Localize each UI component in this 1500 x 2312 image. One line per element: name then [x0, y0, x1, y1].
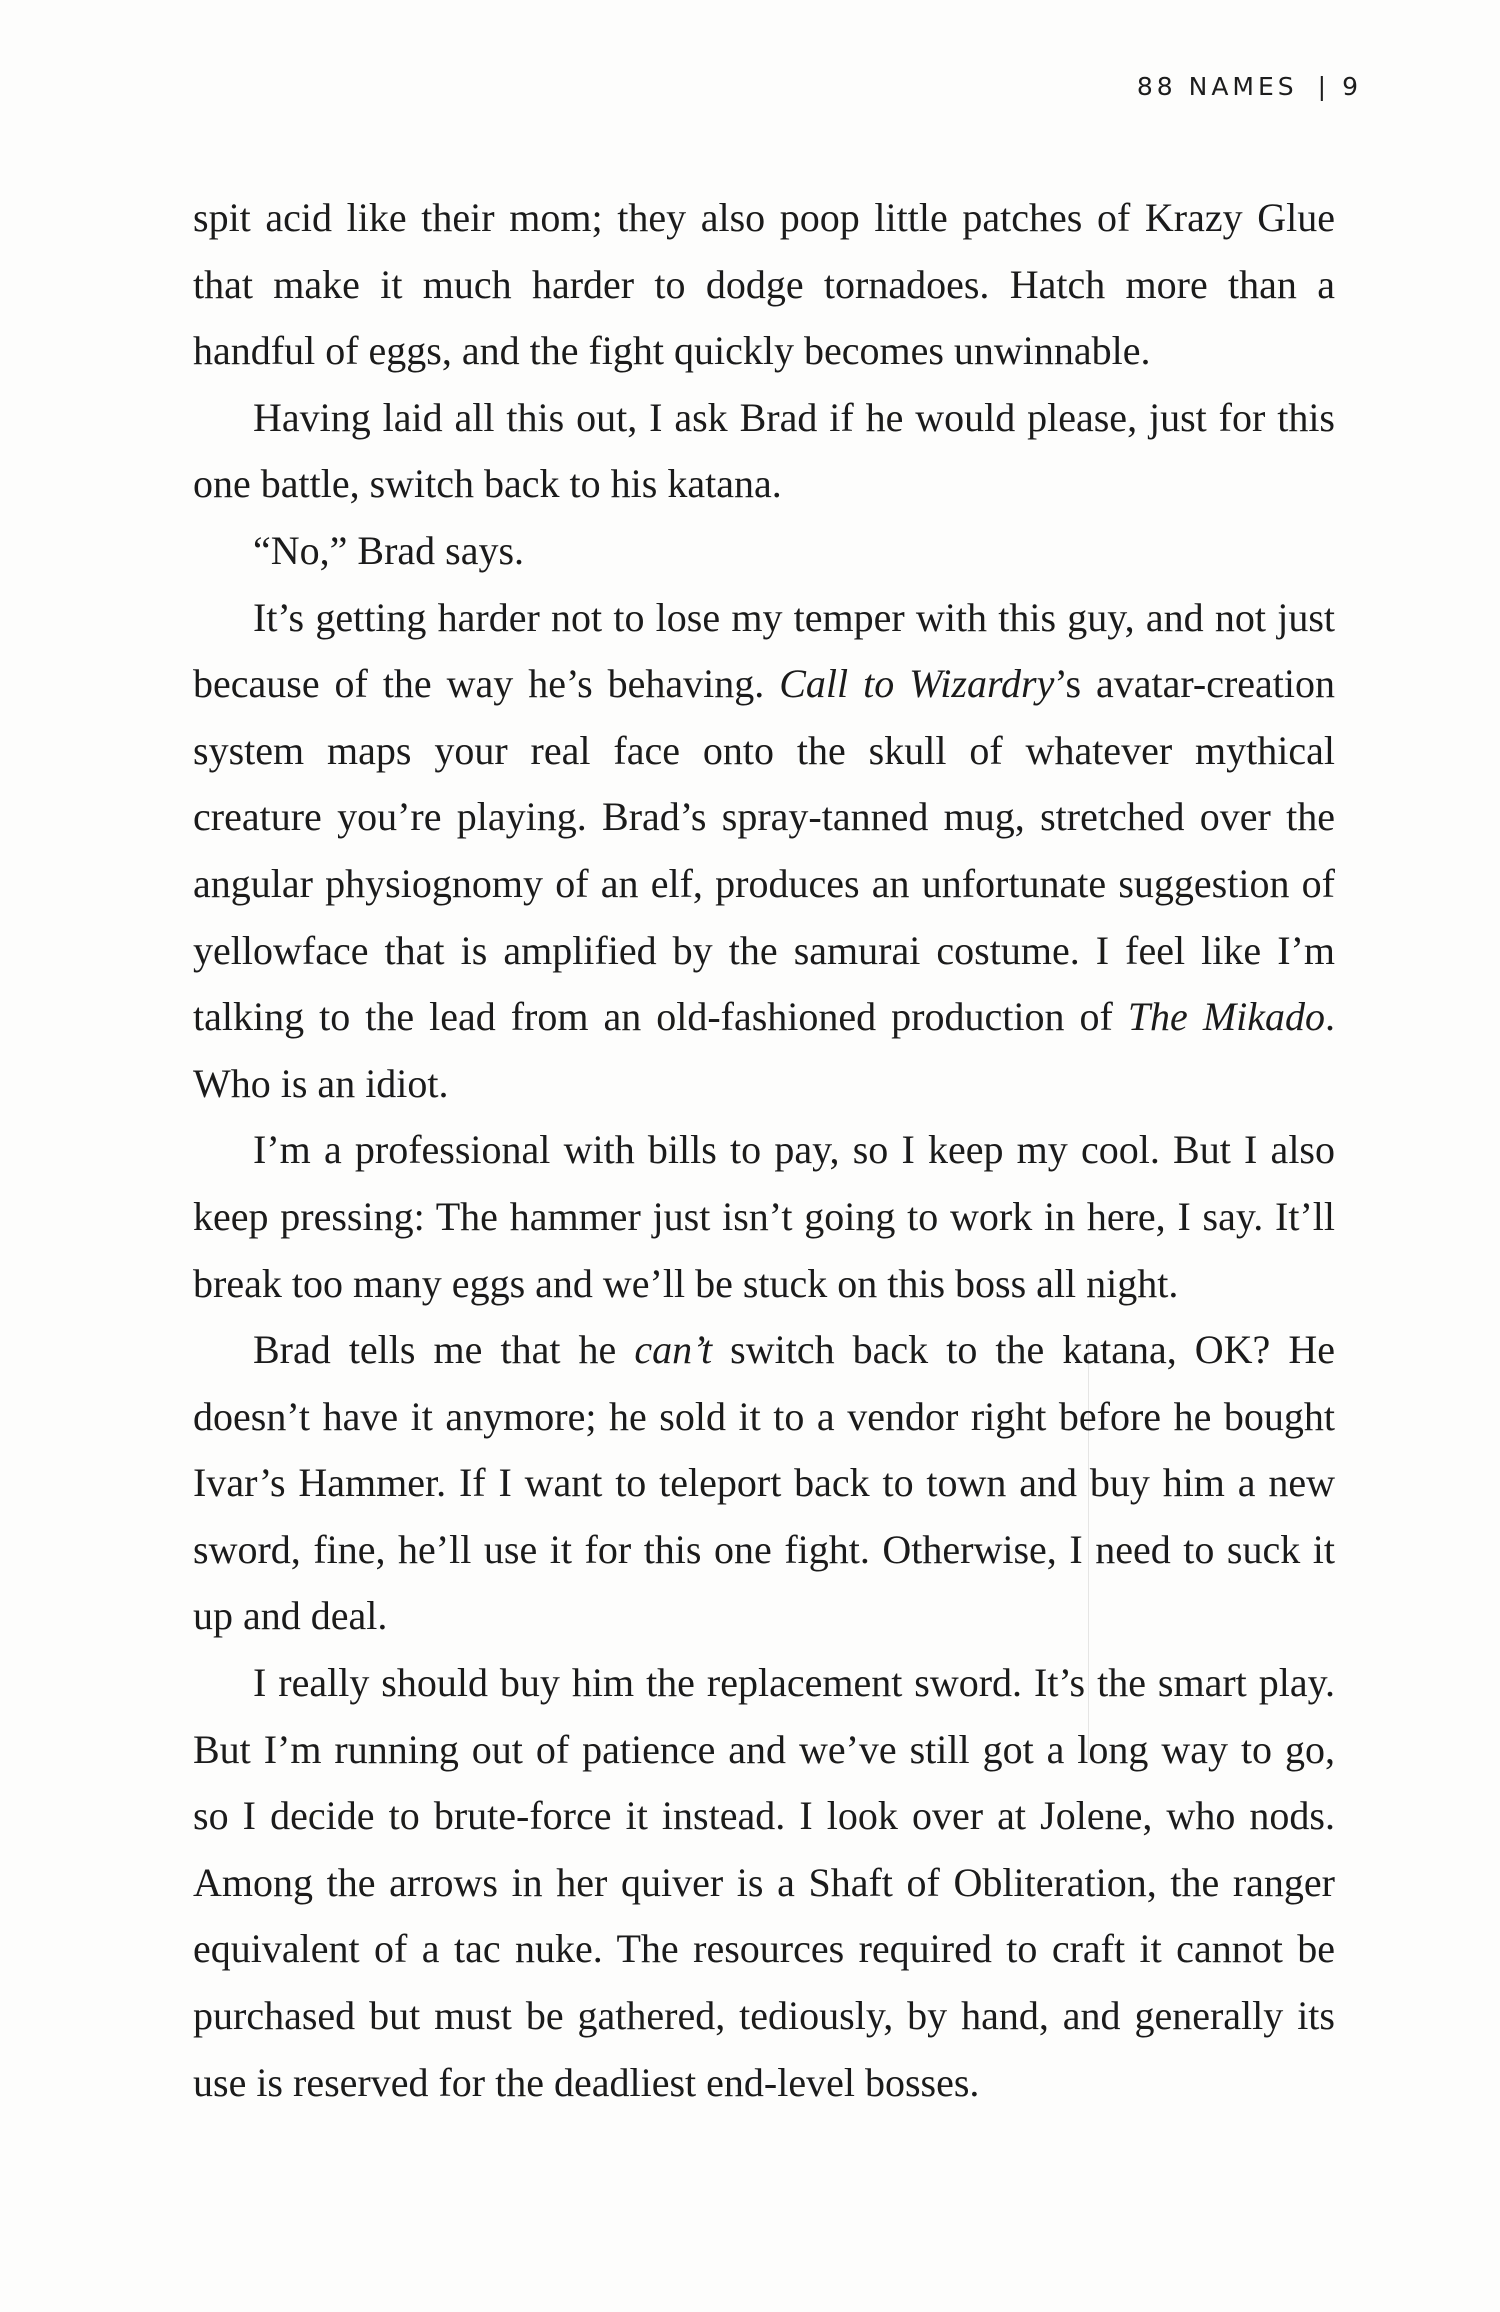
running-title: 88 NAMES	[1136, 71, 1298, 101]
paragraph-6: Brad tells me that he can’t switch back to the katana, OK? He doesn’t have it anymore; he sold it to a vendor right before he bought Ivar’s Hammer. If I want to teleport back to town and buy him a new sword, fine, he’ll use it for this one fight. Otherwise, I need to suck it up and deal.	[193, 1327, 1335, 1639]
page-number: 9	[1342, 71, 1362, 101]
paragraph-4: It’s getting harder not to lose my temper with this guy, and not just because of the way he’s behaving. Call to Wizardry’s avatar-creation system maps your real face onto the skull of whatever mythical creature you’re playing. Brad’s spray-tanned mug, stretched over the angular physiognomy of an elf, produces an unfortunate suggestion of yellowface that is amplified by the samurai costume. I feel like I’m talking to the lead from an old-fashioned production of The Mikado. Who is an idiot.	[193, 594, 1336, 1106]
opera-title: The Mikado	[1127, 994, 1326, 1040]
emphasis-cant: can’t	[634, 1327, 713, 1373]
body-text	[193, 185, 1335, 2116]
header-separator: |	[1317, 71, 1327, 101]
paragraph-5: I’m a professional with bills to pay, so I keep my cool. But I also keep pressing: The hammer just isn’t going to work in here, I say. It’ll break too many eggs and we’ll be stuck on this boss all night.	[193, 1127, 1335, 1306]
paragraph-2: Having laid all this out, I ask Brad if he would please, just for this one battle, switch back to his katana.	[193, 394, 1335, 507]
paragraph-3: “No,” Brad says.	[253, 527, 525, 573]
paragraph-1: spit acid like their mom; they also poop little patches of Krazy Glue that make it much harder to dodge tornadoes. Hatch more than a handful of eggs, and the fight quickly becomes unwinnable.	[193, 195, 1335, 374]
game-title: Call to Wizardry	[779, 661, 1055, 707]
paragraph-7: I really should buy him the replacement sword. It’s the smart play. But I’m running out of patience and we’ve still got a long way to go, so I decide to brute-force it instead. I look over at Jolene, who nods. Among the arrows in her quiver is a Shaft of Obliteration, the ranger equivalent of a tac nuke. The resources required to craft it cannot be purchased but must be gathered, tediously, by hand, and generally its use is reserved for the deadliest end-level bosses.	[193, 1660, 1335, 2105]
running-header	[1090, 66, 1362, 106]
